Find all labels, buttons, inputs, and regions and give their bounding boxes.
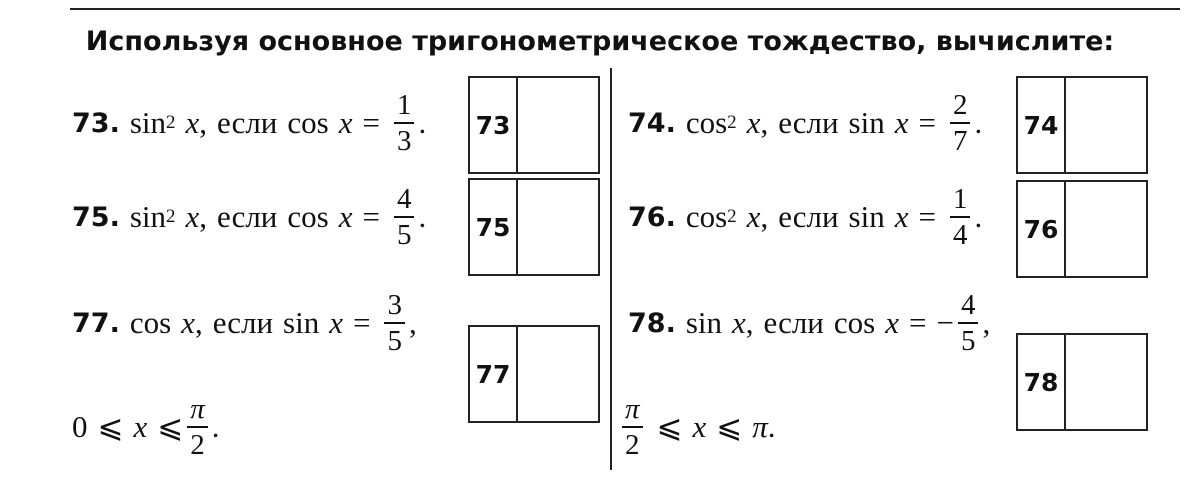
range-relation: ⩽ — [656, 409, 683, 445]
condition-word: если — [212, 305, 274, 341]
function-name: cos — [129, 305, 172, 341]
variable: x — [329, 305, 343, 341]
problem-75: 75. sin 2 x , если cos x = $\frac{4}{5}$ . — [72, 183, 427, 252]
condition-function: sin — [848, 105, 885, 141]
column-divider — [610, 68, 612, 470]
fraction: $\frac{3}{5}$ — [384, 290, 405, 357]
answer-box-label: 74 — [1018, 78, 1066, 172]
problem-78-range — [618, 394, 776, 461]
answer-box-label: 76 — [1018, 182, 1066, 276]
end-punct: . — [418, 105, 427, 141]
fraction: $\frac{1}{4}$ — [950, 184, 971, 251]
answer-field[interactable] — [1066, 335, 1146, 429]
condition-word: если — [763, 305, 824, 341]
answer-box-73 — [468, 76, 600, 174]
variable: x — [692, 409, 707, 445]
variable: x — [732, 305, 746, 341]
fraction: $\frac{1}{3}$ — [394, 90, 415, 157]
range-right: π — [752, 409, 768, 445]
problem-74: 74. cos 2 x , если sin x = $\frac{2}{7}$ . — [628, 89, 983, 158]
end-punct: . — [767, 409, 776, 445]
variable: x — [746, 199, 761, 235]
answer-field[interactable] — [1066, 182, 1146, 276]
condition-word: если — [217, 199, 278, 235]
problem-77: 77. cos x , если sin x = $\frac{3}{5}$ , — [72, 289, 417, 358]
variable: x — [894, 105, 909, 141]
answer-box-label: 75 — [470, 180, 518, 274]
variable: x — [133, 409, 148, 445]
answer-field[interactable] — [1066, 78, 1146, 172]
variable: x — [885, 305, 899, 341]
page-title: Используя основное тригонометрическое тождество, вычислите: — [85, 26, 1115, 57]
range-relation: ⩽ — [716, 409, 743, 445]
answer-box-78 — [1016, 333, 1148, 431]
end-punct: . — [974, 199, 983, 235]
problem-78: 78. sin x , если cos x = − $\frac{4}{5}$ , — [628, 289, 991, 358]
problem-number: 78. — [628, 307, 676, 339]
condition-function: cos — [287, 199, 329, 235]
answer-box-75 — [468, 178, 600, 276]
variable: x — [185, 199, 200, 235]
function-name: cos — [685, 105, 728, 141]
condition-word: если — [778, 199, 839, 235]
variable: x — [185, 105, 200, 141]
end-punct: , — [408, 305, 417, 341]
end-punct: , — [982, 305, 991, 341]
variable: x — [894, 199, 909, 235]
condition-function: cos — [287, 105, 329, 141]
answer-box-label: 78 — [1018, 335, 1066, 429]
range-relation: ⩽ — [157, 409, 184, 445]
answer-box-label: 77 — [470, 327, 518, 421]
answer-field[interactable] — [518, 327, 598, 421]
sign: − — [936, 305, 954, 341]
end-punct: . — [211, 409, 220, 445]
variable: x — [338, 199, 353, 235]
end-punct: . — [418, 199, 427, 235]
fraction: $\frac{\pi}{2}$ — [622, 394, 643, 461]
variable: x — [338, 105, 353, 141]
range-relation: ⩽ — [97, 409, 124, 445]
answer-box-77 — [468, 325, 600, 423]
problem-number: 76. — [628, 201, 676, 233]
answer-box-74 — [1016, 76, 1148, 174]
answer-field[interactable] — [518, 78, 598, 172]
variable: x — [181, 305, 195, 341]
problem-number: 75. — [72, 201, 120, 233]
top-rule — [70, 8, 1180, 10]
fraction: $\frac{\pi}{2}$ — [187, 394, 208, 461]
problem-77-range — [72, 394, 220, 461]
variable: x — [746, 105, 761, 141]
function-name: sin — [129, 199, 167, 235]
fraction: $\frac{4}{5}$ — [958, 290, 979, 357]
fraction: $\frac{2}{7}$ — [950, 90, 971, 157]
answer-field[interactable] — [518, 180, 598, 274]
range-left: 0 — [72, 409, 88, 445]
condition-word: если — [217, 105, 278, 141]
fraction: $\frac{4}{5}$ — [394, 184, 415, 251]
answer-box-76 — [1016, 180, 1148, 278]
function-name: sin — [685, 305, 723, 341]
condition-function: sin — [283, 305, 320, 341]
problem-number: 77. — [72, 307, 120, 339]
function-name: cos — [685, 199, 728, 235]
function-name: sin — [129, 105, 167, 141]
answer-box-label: 73 — [470, 78, 518, 172]
problem-76: 76. cos 2 x , если sin x = $\frac{1}{4}$ . — [628, 183, 983, 252]
condition-word: если — [778, 105, 839, 141]
problem-73: 73. sin 2 x , если cos x = $\frac{1}{3}$ . — [72, 89, 427, 158]
condition-function: cos — [833, 305, 876, 341]
condition-function: sin — [848, 199, 885, 235]
problem-number: 73. — [72, 107, 120, 139]
end-punct: . — [974, 105, 983, 141]
problem-number: 74. — [628, 107, 676, 139]
